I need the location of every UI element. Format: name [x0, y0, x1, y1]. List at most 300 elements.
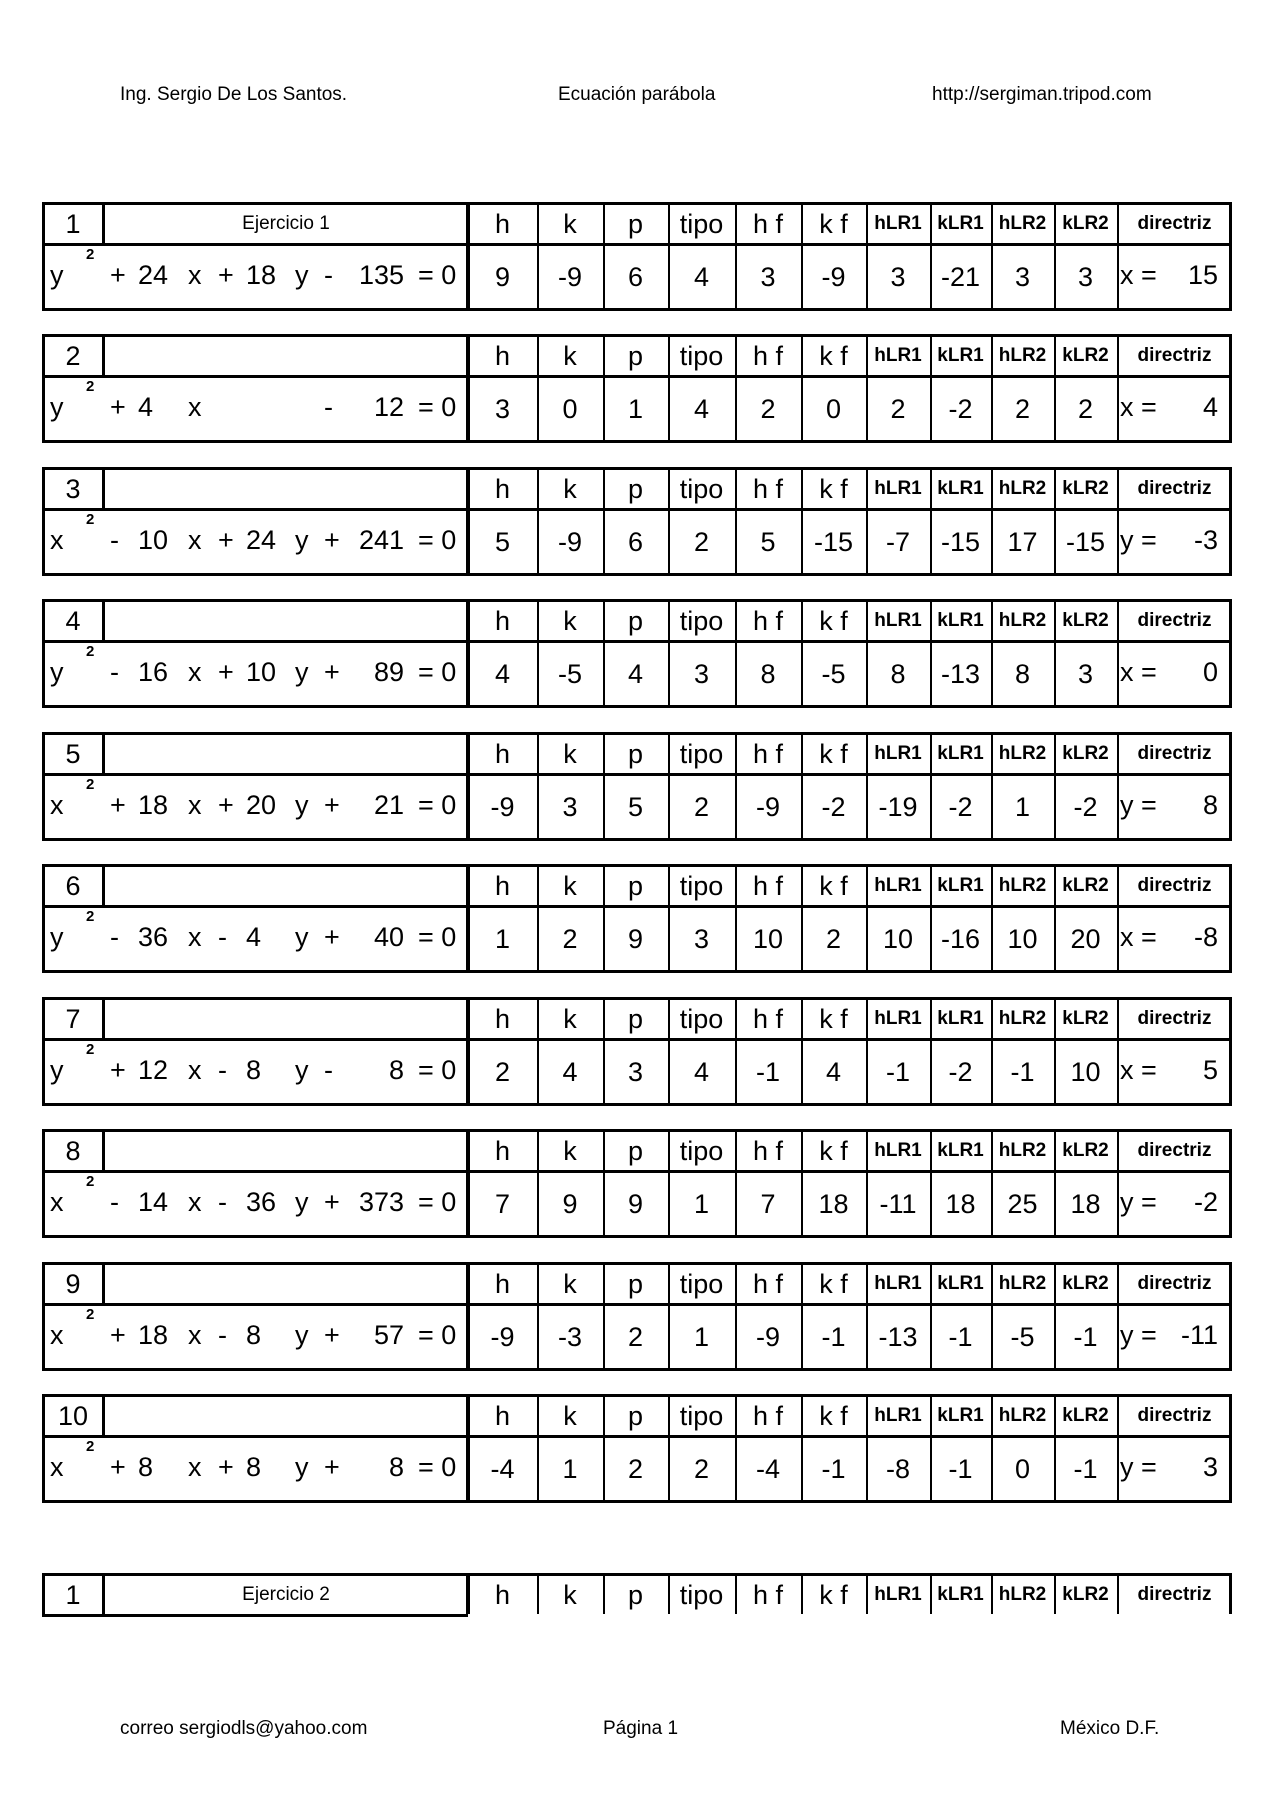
exponent-label: 2 [86, 1173, 95, 1190]
value-cell: 8 [1014, 658, 1031, 689]
column-header: p [627, 1579, 644, 1610]
equation-term: x [50, 1320, 64, 1350]
equation-term: - [218, 1055, 227, 1085]
value-cell: 2 [562, 923, 578, 954]
value-cell: -1 [948, 1453, 973, 1484]
value-cell: 4 [494, 658, 511, 689]
equation-term: 4 [246, 922, 262, 952]
cell-border [1117, 511, 1119, 573]
equation-term: = 0 [418, 1187, 457, 1217]
column-header: hLR1 [874, 1584, 922, 1605]
equation-term: - [324, 392, 333, 422]
exercise-number: 10 [57, 1400, 89, 1431]
equation-term: y [295, 790, 309, 820]
value-cell: -11 [879, 1188, 917, 1219]
exponent-label: 2 [86, 378, 95, 395]
equation-term: + [324, 525, 340, 555]
equation-term: - [110, 922, 119, 952]
column-header: hLR1 [874, 875, 922, 896]
equation-term: 18 [138, 790, 169, 820]
cell-border [42, 1306, 45, 1368]
equation-term: y [295, 657, 309, 687]
column-header: hLR2 [998, 1140, 1047, 1161]
column-header: k [563, 473, 577, 504]
cell-border [42, 511, 45, 573]
equation-term: 36 [246, 1187, 277, 1217]
value-cell: 7 [494, 1188, 511, 1219]
value-cell: 5 [494, 526, 511, 557]
column-header: kLR2 [1062, 610, 1109, 631]
value-cell: -1 [755, 1056, 780, 1087]
column-header: tipo [679, 1579, 724, 1610]
directrix-value: -3 [1193, 525, 1218, 555]
footer-page-number: Página 1 [603, 1718, 679, 1739]
directrix-value: 3 [1202, 1452, 1218, 1482]
column-header: tipo [679, 1003, 724, 1034]
exercise-title [104, 602, 468, 640]
value-cell: 3 [693, 658, 710, 689]
column-header: k f [819, 208, 848, 239]
column-header: h [494, 738, 511, 769]
exercise-number: 1 [65, 208, 81, 239]
value-cell: -2 [948, 393, 973, 424]
directrix-value: -8 [1193, 922, 1218, 952]
value-cell: 4 [825, 1056, 842, 1087]
header-title: Ecuación parábola [558, 84, 716, 105]
value-cell: 18 [945, 1188, 976, 1219]
equation-term: = 0 [418, 790, 457, 820]
cell-border [42, 776, 45, 838]
header-bottom-border [42, 1614, 468, 1617]
value-cell: -16 [940, 923, 981, 954]
equation-term: 10 [246, 657, 277, 687]
cell-border [1117, 908, 1119, 970]
equation-term: 8 [388, 1055, 404, 1085]
value-cell: -9 [755, 791, 780, 822]
cell-border [1117, 246, 1119, 308]
cell-border [1229, 643, 1232, 705]
column-header: k f [819, 605, 848, 636]
column-header: tipo [679, 1135, 724, 1166]
column-header: hLR1 [874, 213, 922, 234]
column-header: h [494, 208, 511, 239]
equation-term: 8 [138, 1452, 154, 1482]
exercise-number: 9 [65, 1268, 81, 1299]
column-header: h f [752, 1135, 784, 1166]
directrix-value: 4 [1202, 392, 1218, 422]
cell-border [1229, 511, 1232, 573]
column-header: k f [819, 1400, 848, 1431]
equation-term: y [50, 392, 64, 422]
column-header: k f [819, 1268, 848, 1299]
equation-term: 40 [373, 922, 404, 952]
cell-border [42, 378, 45, 440]
value-cell: -4 [490, 1453, 515, 1484]
equation-term: 16 [138, 657, 169, 687]
column-header: h f [752, 1579, 784, 1610]
exercise-header-row [42, 1397, 1232, 1438]
value-cell: 0 [562, 393, 578, 424]
column-header: k f [819, 340, 848, 371]
column-header: k [563, 1268, 577, 1299]
value-cell: 5 [760, 526, 776, 557]
equation-term: - [324, 1055, 333, 1085]
cell-border [1229, 246, 1232, 308]
column-header: kLR1 [937, 875, 984, 896]
equation-term: + [218, 790, 234, 820]
column-header: tipo [679, 340, 724, 371]
column-header: h f [752, 208, 784, 239]
exercise-values-row [42, 643, 1232, 705]
value-cell: 3 [562, 791, 578, 822]
directrix-variable: x = [1120, 1055, 1157, 1085]
value-cell: 2 [825, 923, 842, 954]
column-header: hLR1 [874, 1405, 922, 1426]
column-header: hLR2 [998, 743, 1047, 764]
equation-term: + [110, 1320, 126, 1350]
equation-term: + [324, 1320, 340, 1350]
column-header: p [627, 473, 644, 504]
directrix-variable: y = [1120, 1452, 1157, 1482]
column-header: h [494, 1400, 511, 1431]
column-header: k [563, 738, 577, 769]
value-cell: 1 [693, 1188, 710, 1219]
exercise-values-row [42, 246, 1232, 308]
directrix-variable: y = [1120, 1320, 1157, 1350]
value-cell: 3 [890, 261, 906, 292]
column-header: kLR2 [1062, 1405, 1109, 1426]
header-url[interactable]: http://sergiman.tripod.com [932, 84, 1152, 105]
column-header: kLR1 [937, 1405, 984, 1426]
equation-term: 373 [358, 1187, 404, 1217]
directrix-variable: x = [1120, 657, 1157, 687]
column-header: k [563, 1003, 577, 1034]
column-header: kLR2 [1062, 875, 1109, 896]
equation-term: y [50, 657, 64, 687]
value-cell: 10 [752, 923, 784, 954]
exercise-values-row [42, 1306, 1232, 1368]
value-cell: 4 [693, 1056, 710, 1087]
exercise-title: Ejercicio 2 [242, 1584, 330, 1605]
directrix-value: -2 [1193, 1187, 1218, 1217]
column-header: kLR1 [937, 1008, 984, 1029]
equation-term: y [295, 1320, 309, 1350]
equation-term: = 0 [418, 1452, 457, 1482]
value-cell: 2 [1014, 393, 1031, 424]
column-header: k [563, 605, 577, 636]
value-cell: 8 [760, 658, 776, 689]
exercise-values-row [42, 1041, 1232, 1103]
value-cell: 2 [693, 526, 710, 557]
cell-border [1117, 776, 1119, 838]
exercise-title [104, 1132, 468, 1170]
exercise-title [104, 1265, 468, 1303]
value-cell: 18 [818, 1188, 849, 1219]
column-header: kLR2 [1062, 1584, 1109, 1605]
equation-term: x [188, 1452, 202, 1482]
value-cell: -1 [821, 1321, 846, 1352]
column-header: hLR1 [874, 478, 922, 499]
equation-term: + [324, 1452, 340, 1482]
exercise-values-row [42, 1438, 1232, 1500]
directrix-variable: x = [1120, 392, 1157, 422]
value-cell: -2 [948, 791, 973, 822]
value-cell: 10 [1007, 923, 1038, 954]
exercise-header-row [42, 205, 1232, 246]
column-header: h [494, 340, 511, 371]
value-cell: -4 [755, 1453, 780, 1484]
value-cell: -9 [821, 261, 846, 292]
value-cell: 4 [627, 658, 644, 689]
column-header: p [627, 1135, 644, 1166]
column-header: kLR2 [1062, 213, 1109, 234]
value-cell: 2 [1077, 393, 1094, 424]
column-header: h [494, 473, 511, 504]
column-header: kLR1 [937, 1140, 984, 1161]
exponent-label: 2 [86, 1438, 95, 1455]
value-cell: 10 [1070, 1056, 1101, 1087]
equation-term: - [218, 922, 227, 952]
equation-term: y [50, 260, 64, 290]
exercise-block [42, 1394, 1232, 1503]
equation-term: 8 [388, 1452, 404, 1482]
directrix-variable: y = [1120, 790, 1157, 820]
value-cell: -7 [885, 526, 910, 557]
column-header: directriz [1137, 478, 1212, 499]
value-cell: -5 [557, 658, 582, 689]
column-header: directriz [1137, 213, 1212, 234]
exercise-title [104, 337, 468, 375]
equation-term: 241 [358, 525, 404, 555]
column-header: tipo [679, 473, 724, 504]
value-cell: -9 [755, 1321, 780, 1352]
value-cell: -13 [940, 658, 981, 689]
column-header: p [627, 870, 644, 901]
equation-term: = 0 [418, 260, 457, 290]
exercise-block [42, 864, 1232, 973]
equation-term: 14 [138, 1187, 169, 1217]
exercise-values-row [42, 1173, 1232, 1235]
equation-term: 36 [138, 922, 169, 952]
column-header: hLR1 [874, 1008, 922, 1029]
cell-border [1229, 1173, 1232, 1235]
equation-term: 12 [138, 1055, 169, 1085]
exercise-number: 5 [65, 738, 81, 769]
column-header: k f [819, 1579, 848, 1610]
value-cell: -5 [1010, 1321, 1035, 1352]
value-cell: 0 [1014, 1453, 1031, 1484]
cell-border [1117, 1438, 1119, 1500]
exponent-label: 2 [86, 908, 95, 925]
value-cell: 20 [1070, 923, 1101, 954]
column-header: h [494, 1268, 511, 1299]
value-cell: 9 [562, 1188, 578, 1219]
value-cell: 2 [760, 393, 776, 424]
equation-term: 8 [246, 1320, 262, 1350]
column-header: h f [752, 1400, 784, 1431]
column-header: hLR2 [998, 610, 1047, 631]
equation-term: + [110, 392, 126, 422]
cell-border [1229, 378, 1232, 440]
equation-term: - [218, 1320, 227, 1350]
column-header: hLR2 [998, 1008, 1047, 1029]
value-cell: 2 [693, 1453, 710, 1484]
exercise-number: 7 [65, 1003, 81, 1034]
column-header: directriz [1137, 610, 1212, 631]
equation-term: x [50, 525, 64, 555]
column-header: tipo [679, 1268, 724, 1299]
equation-term: - [110, 657, 119, 687]
value-cell: 6 [627, 261, 644, 292]
equation-term: 8 [246, 1452, 262, 1482]
column-header: h f [752, 340, 784, 371]
column-header: k [563, 870, 577, 901]
value-cell: -9 [557, 261, 582, 292]
equation-term: + [218, 1452, 234, 1482]
value-cell: 1 [627, 393, 644, 424]
equation-term: y [295, 260, 309, 290]
equation-term: + [110, 790, 126, 820]
exercise-block [42, 599, 1232, 708]
exercise-block [42, 1262, 1232, 1371]
column-header: h [494, 870, 511, 901]
equation-term: 21 [373, 790, 404, 820]
column-header: tipo [679, 870, 724, 901]
value-cell: 1 [494, 923, 511, 954]
header-author: Ing. Sergio De Los Santos. [120, 84, 348, 105]
value-cell: 25 [1007, 1188, 1038, 1219]
value-cell: -15 [1065, 526, 1106, 557]
column-header: kLR1 [937, 213, 984, 234]
value-cell: 6 [627, 526, 644, 557]
exponent-label: 2 [86, 1041, 95, 1058]
column-header: hLR1 [874, 345, 922, 366]
equation-term: x [188, 922, 202, 952]
value-cell: 10 [882, 923, 914, 954]
exercise-number: 4 [65, 605, 81, 636]
column-header: kLR2 [1062, 478, 1109, 499]
equation-term: 20 [246, 790, 277, 820]
column-header: h [494, 605, 511, 636]
value-cell: 0 [825, 393, 842, 424]
directrix-value: -11 [1180, 1320, 1218, 1350]
column-header: h [494, 1135, 511, 1166]
value-cell: -1 [1073, 1321, 1098, 1352]
directrix-variable: y = [1120, 525, 1157, 555]
value-cell: -9 [557, 526, 582, 557]
value-cell: -15 [813, 526, 854, 557]
value-cell: 3 [494, 393, 511, 424]
footer-email[interactable]: correo sergiodls@yahoo.com [120, 1718, 368, 1739]
exercise-header-row [42, 337, 1232, 378]
exponent-label: 2 [86, 1306, 95, 1323]
column-header: k f [819, 473, 848, 504]
column-header: p [627, 1268, 644, 1299]
equation-term: y [50, 922, 64, 952]
equation-term: x [50, 790, 64, 820]
exercise-block [42, 202, 1232, 311]
column-header: tipo [679, 1400, 724, 1431]
cell-border [1117, 1306, 1119, 1368]
equation-term: - [110, 525, 119, 555]
value-cell: 9 [627, 1188, 644, 1219]
value-cell: -8 [885, 1453, 910, 1484]
column-header: kLR2 [1062, 345, 1109, 366]
exercise-header-row [42, 470, 1232, 511]
exercise-block [42, 334, 1232, 443]
directrix-value: 15 [1187, 260, 1218, 290]
equation-term: = 0 [418, 525, 457, 555]
equation-term: 10 [138, 525, 169, 555]
cell-border [42, 1438, 45, 1500]
column-header: directriz [1137, 875, 1212, 896]
value-cell: -1 [885, 1056, 910, 1087]
value-cell: 7 [760, 1188, 776, 1219]
value-cell: 8 [890, 658, 906, 689]
column-header: kLR1 [937, 1273, 984, 1294]
column-header: kLR1 [937, 1584, 984, 1605]
equation-term: y [295, 1055, 309, 1085]
equation-term: x [188, 1320, 202, 1350]
column-header: tipo [679, 738, 724, 769]
column-header: k f [819, 870, 848, 901]
value-cell: -5 [821, 658, 846, 689]
equation-term: 57 [373, 1320, 404, 1350]
cell-border [1229, 1306, 1232, 1368]
column-header: k [563, 208, 577, 239]
equation-term: x [188, 260, 202, 290]
column-header: kLR1 [937, 478, 984, 499]
equation-term: y [295, 1187, 309, 1217]
equation-term: 18 [138, 1320, 169, 1350]
exercise-title [104, 867, 468, 905]
column-header: p [627, 738, 644, 769]
value-cell: -21 [940, 261, 981, 292]
column-header: tipo [679, 208, 724, 239]
exponent-label: 2 [86, 643, 95, 660]
exponent-label: 2 [86, 776, 95, 793]
column-header: hLR1 [874, 610, 922, 631]
exponent-label: 2 [86, 246, 95, 263]
exercise-block-2 [42, 1573, 1232, 1614]
value-cell: -13 [878, 1321, 918, 1352]
footer-location: México D.F. [1060, 1718, 1160, 1739]
value-cell: 17 [1007, 526, 1038, 557]
value-cell: -15 [940, 526, 981, 557]
equation-term: y [295, 922, 309, 952]
column-header: h f [752, 1003, 784, 1034]
column-header: kLR2 [1062, 1008, 1109, 1029]
value-cell: 5 [627, 791, 644, 822]
value-cell: 18 [1070, 1188, 1101, 1219]
column-header: k [563, 1579, 577, 1610]
exercise-header-row [42, 1576, 1232, 1614]
value-cell: 2 [890, 393, 906, 424]
value-cell: 4 [562, 1056, 578, 1087]
exercise-number: 8 [65, 1135, 81, 1166]
exercise-number: 2 [65, 340, 81, 371]
value-cell: -1 [1010, 1056, 1035, 1087]
equation-term: 4 [138, 392, 154, 422]
directrix-value: 0 [1202, 657, 1218, 687]
equation-term: + [324, 657, 340, 687]
value-cell: -1 [821, 1453, 846, 1484]
value-cell: 4 [693, 261, 710, 292]
column-header: kLR2 [1062, 1140, 1109, 1161]
cell-border [1117, 378, 1119, 440]
column-header: kLR2 [1062, 743, 1109, 764]
exercise-block [42, 1129, 1232, 1238]
